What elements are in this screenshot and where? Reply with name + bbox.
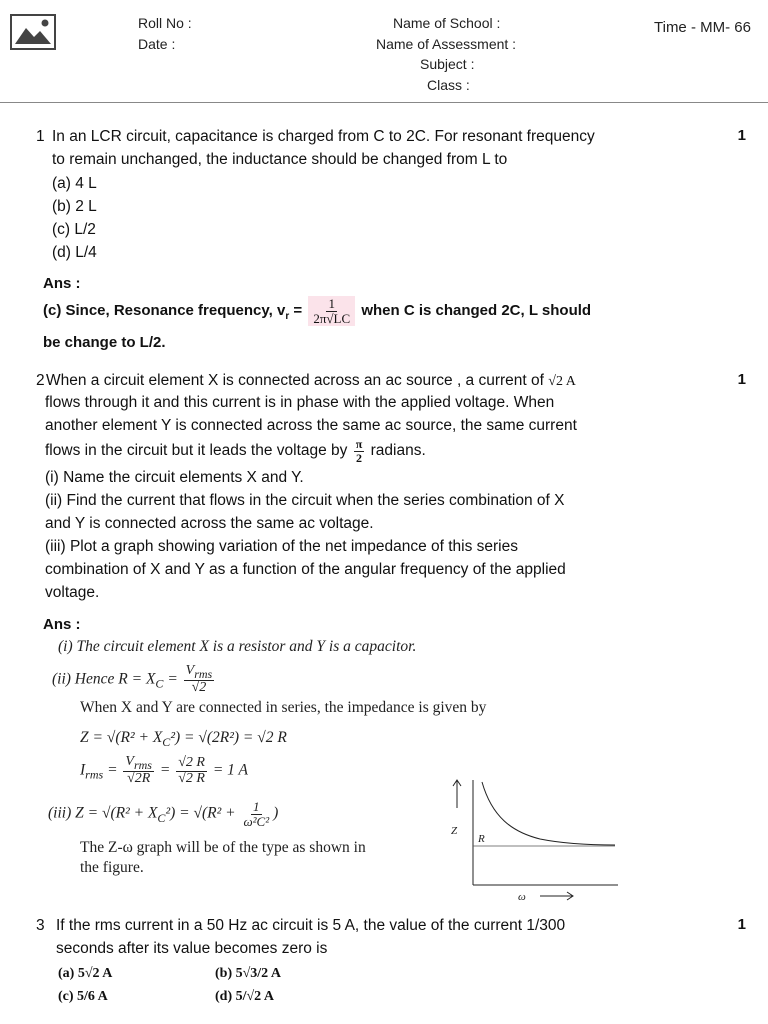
q1-option-c: (c) L/2 bbox=[52, 221, 96, 238]
graph-r-label: R bbox=[478, 833, 485, 845]
roll-no-label: Roll No : bbox=[138, 15, 192, 31]
graph-y-label: Z bbox=[451, 825, 458, 837]
q1-answer-sub: r bbox=[285, 311, 290, 323]
header-divider bbox=[0, 102, 768, 103]
q2-sol-iii-rest: ²) = √(R² + bbox=[165, 804, 236, 822]
q2-line4-end: radians. bbox=[370, 442, 426, 460]
q2-z-rest: ²) = √(2R²) = √2 R bbox=[170, 729, 287, 746]
q2-line4-text: flows in the circuit but it leads the voltage by bbox=[45, 442, 348, 460]
q2-line4 bbox=[45, 438, 426, 464]
q2-irms-frac1-den: √2R bbox=[127, 771, 151, 787]
q2-irms-frac1-v: V bbox=[125, 754, 134, 769]
q2-pi-fraction bbox=[354, 438, 365, 464]
assessment-label: Name of Assessment : bbox=[376, 36, 517, 52]
q2-irms-result: = 1 A bbox=[212, 761, 248, 779]
q1-option-b: (b) 2 L bbox=[52, 198, 97, 215]
q1-fraction-num: 1 bbox=[328, 296, 335, 311]
q2-irms-frac1-num bbox=[123, 755, 154, 772]
q2-sol-ii-sub: C bbox=[155, 676, 164, 691]
subject-label: Subject : bbox=[420, 56, 475, 72]
q2-line3: another element Y is connected across the same ac source, the same current bbox=[45, 417, 577, 434]
q2-line1 bbox=[46, 369, 576, 393]
q1-answer-fraction bbox=[308, 296, 355, 326]
q1-answer-eq: = bbox=[289, 302, 303, 320]
q1-fraction-den: 2π√LC bbox=[313, 310, 351, 326]
q2-irms-frac1-sub: rms bbox=[133, 757, 152, 772]
q2-z-sub: C bbox=[162, 735, 171, 750]
q2-irms-i: I bbox=[80, 761, 86, 779]
q2-number: 2 bbox=[36, 372, 45, 389]
q2-line9: combination of X and Y as a function of the angular frequency of the applied bbox=[45, 561, 566, 578]
q3-option-b: (b) 5√3/2 A bbox=[215, 966, 282, 981]
q3-option-d: (d) 5/√2 A bbox=[215, 989, 275, 1004]
q2-irms-frac1 bbox=[123, 755, 154, 787]
q2-solution-ii-line2: When X and Y are connected in series, the impedance is given by bbox=[80, 699, 487, 716]
graph-curve bbox=[482, 782, 615, 845]
q2-sol-iii-den: ω²C² bbox=[243, 813, 270, 829]
q2-sol-ii-num-sub: rms bbox=[194, 666, 213, 681]
q2-irms-frac2 bbox=[176, 756, 207, 786]
q1-answer-line2: be change to L/2. bbox=[43, 334, 166, 351]
graph-x-label: ω bbox=[518, 891, 526, 903]
q2-sol-iii-sub: C bbox=[157, 810, 166, 825]
q2-pi-den: 2 bbox=[356, 450, 363, 465]
q2-line1-text: When a circuit element X is connected across an ac source , a current of bbox=[46, 372, 549, 389]
date-label: Date : bbox=[138, 36, 176, 52]
time-marks: Time - MM- 66 bbox=[654, 19, 751, 36]
q2-marks: 1 bbox=[737, 371, 746, 388]
q2-irms-frac2-num: √2 R bbox=[178, 754, 205, 770]
q2-irms-eq: $I_{rms}$ = $\frac{V_{rms}}{√2R}$ = $\frac{√2 R}{√2 R}$ = 1 A bbox=[80, 754, 248, 787]
q2-sol-ii-den: √2 bbox=[191, 680, 207, 696]
q2-sol-ii-fraction bbox=[184, 664, 215, 696]
q2-irms-frac2-den: √2 R bbox=[178, 770, 205, 786]
q2-impedance-eq bbox=[80, 726, 287, 754]
q2-solution-iii bbox=[48, 800, 278, 830]
q2-sol-ii-num bbox=[184, 664, 215, 681]
q1-number: 1 bbox=[36, 128, 45, 145]
q3-line2: seconds after its value becomes zero is bbox=[56, 940, 328, 957]
q2-line8: (iii) Plot a graph showing variation of the net impedance of this series bbox=[45, 538, 518, 555]
q2-current-value: √2 A bbox=[548, 374, 576, 389]
q1-option-a: (a) 4 L bbox=[52, 175, 97, 192]
q2-sol-ii-num-v: V bbox=[185, 663, 195, 678]
q2-line7: and Y is connected across the same ac voltage. bbox=[45, 515, 374, 532]
q2-pi-num: π bbox=[355, 437, 363, 451]
q1-answer-suffix: when C is changed 2C, L should bbox=[361, 302, 592, 320]
q2-line2: flows through it and this current is in phase with the applied voltage. When bbox=[45, 394, 555, 411]
q2-sol-iii-text: (iii) Z = √(R² + X bbox=[48, 804, 158, 822]
q2-graph-note-line1: The Z-ω graph will be of the type as shown in bbox=[80, 839, 366, 856]
q2-solution-ii: (ii) Hence $R = X_C$ = $\frac{V_{rms}}{√2}$ bbox=[52, 663, 213, 696]
q3-option-a: (a) 5√2 A bbox=[58, 966, 113, 981]
q2-sol-iii-fraction bbox=[241, 800, 271, 828]
school-label: Name of School : bbox=[393, 15, 501, 31]
q1-ans-label: Ans : bbox=[43, 275, 81, 292]
q2-line10: voltage. bbox=[45, 584, 100, 601]
image-placeholder-icon bbox=[10, 14, 56, 50]
q1-text-line1: In an LCR circuit, capacitance is charged from C to 2C. For resonant frequency bbox=[52, 128, 595, 145]
q2-ans-label: Ans : bbox=[43, 616, 81, 633]
q2-line5: (i) Name the circuit elements X and Y. bbox=[45, 469, 304, 486]
q2-sol-iii-close: ) bbox=[273, 804, 279, 822]
q2-graph-note-line2: the figure. bbox=[80, 859, 144, 876]
z-omega-graph bbox=[440, 772, 640, 908]
q1-answer-prefix: (c) Since, Resonance frequency, v bbox=[43, 302, 286, 320]
q1-answer bbox=[43, 296, 591, 331]
q1-option-d: (d) L/4 bbox=[52, 244, 97, 261]
q2-z-text: Z = √(R² + X bbox=[80, 729, 163, 746]
class-label: Class : bbox=[427, 77, 470, 93]
q2-irms-sub: rms bbox=[85, 767, 104, 782]
q1-text-line2: to remain unchanged, the inductance should be changed from L to bbox=[52, 151, 508, 168]
q1-marks: 1 bbox=[737, 127, 746, 144]
q2-solution-i: (i) The circuit element X is a resistor and Y is a capacitor. bbox=[58, 638, 417, 655]
q3-option-c: (c) 5/6 A bbox=[58, 989, 108, 1004]
q2-sol-ii-text: (ii) Hence R = X bbox=[52, 670, 156, 688]
q3-line1: If the rms current in a 50 Hz ac circuit is 5 A, the value of the current 1/300 bbox=[56, 917, 566, 934]
q2-line6: (ii) Find the current that flows in the circuit when the series combination of X bbox=[45, 492, 565, 509]
q2-sol-iii-num: 1 bbox=[253, 799, 260, 814]
q3-marks: 1 bbox=[737, 916, 746, 933]
q3-number: 3 bbox=[36, 917, 45, 934]
